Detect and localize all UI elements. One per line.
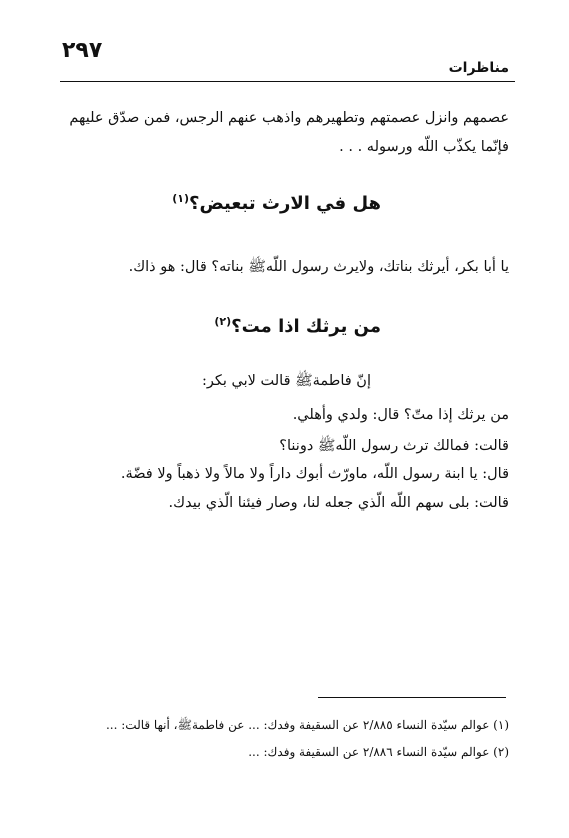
footnote-ref-2: (٢)	[214, 315, 232, 328]
section-heading-who-inherits	[214, 315, 381, 337]
heading-text: من يرثك اذا مت؟	[231, 316, 381, 337]
dialog-line-4: قال: يا ابنة رسول اللّه، ماورّث أبوك داراً ولا مالاً ولا ذهباً ولا فضّة.	[120, 466, 509, 482]
page-number: ٢٩٧	[62, 38, 103, 63]
running-header-title: مناظرات	[448, 60, 509, 76]
dialog-line-3: قالت: فمالك ترث رسول اللّهﷺ دوننا؟	[279, 438, 509, 454]
footnote-ref-1: (١)	[172, 192, 190, 205]
heading-text: هل في الارث تبعيض؟	[189, 193, 381, 214]
dialog-line-5: قالت: بلى سهم اللّه الّذي جعله لنا، وصار فيئنا الّذي بيدك.	[168, 495, 509, 511]
intro-line-2: فإنّما يكذّب اللّه ورسوله . . .	[339, 139, 509, 155]
dialog-line-2: من يرثك إذا متّ؟ قال: ولدي وأهلي.	[292, 407, 509, 423]
intro-paragraph	[54, 104, 509, 162]
section1-paragraph: يا أبا بكر، أيرثك بناتك، ولايرث رسول اللّهﷺ بناته؟ قال: هو ذاك.	[128, 259, 509, 275]
footnote-divider	[318, 697, 506, 698]
header-divider	[60, 81, 515, 82]
footnote-1: (١) عوالم سيّدة النساء ٢/٨٨٥ عن السقيفة وفدك: ... عن فاطمةﷺ، أنها قالت: ...	[105, 718, 509, 732]
intro-line-1: عصمهم وانزل عصمتهم وتطهيرهم واذهب عنهم الرجس، فمن صدّق عليهم	[69, 110, 509, 126]
footnote-2: (٢) عوالم سيّدة النساء ٢/٨٨٦ عن السقيفة وفدك: ...	[248, 745, 509, 759]
dialog-line-1: إنّ فاطمةﷺ قالت لابي بكر:	[201, 373, 371, 389]
section-heading-inheritance	[172, 192, 381, 214]
